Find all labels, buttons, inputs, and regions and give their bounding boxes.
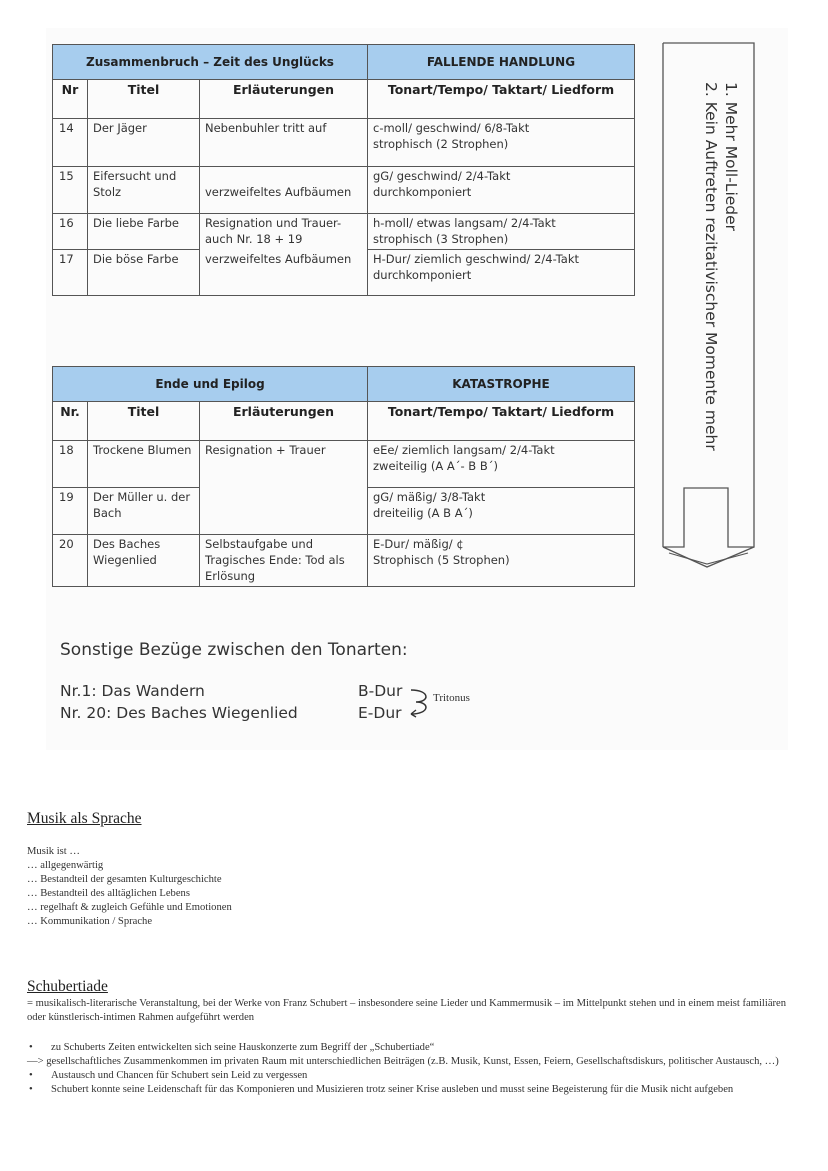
sonstige-title: Sonstige Bezüge zwischen den Tonarten: — [60, 640, 408, 660]
col-erlaeuterungen: Erläuterungen — [200, 402, 368, 441]
col-titel: Titel — [88, 402, 200, 441]
section-title: Zusammenbruch – Zeit des Unglücks — [53, 45, 368, 80]
col-nr: Nr — [53, 80, 88, 119]
sonstige-row: Nr.1: Das Wandern — [60, 682, 205, 700]
table-row: 18 Trockene Blumen Resignation + Trauer eEe/ ziemlich langsam/ 2/4-Takt zweiteilig (A A´- B B´) — [53, 441, 635, 488]
list-item: … Kommunikation / Sprache — [27, 916, 153, 927]
list-item: … Bestandteil der gesamten Kulturgeschichte — [27, 874, 222, 885]
arrow-label: 1. Mehr Moll-Lieder 2. Kein Auftreten rezitativischer Momente mehr — [702, 82, 740, 451]
list-item: • Schubert konnte seine Leidenschaft für das Komponieren und Musizieren trotz seiner Krise ausleben und musst seine Begeisterung für die Musik nicht aufgeben — [29, 1084, 734, 1095]
table-katastrophe — [52, 366, 635, 587]
musik-heading: Musik als Sprache — [27, 810, 142, 827]
list-item: … allgegenwärtig — [27, 860, 104, 871]
key-label: E-Dur — [358, 704, 402, 722]
list-item: … regelhaft & zugleich Gefühle und Emotionen — [27, 902, 232, 913]
col-nr: Nr. — [53, 402, 88, 441]
list-item: • zu Schuberts Zeiten entwickelten sich seine Hauskonzerte zum Begriff der „Schubertiade“ — [29, 1042, 435, 1053]
musik-list: Musik ist … … allgegenwärtig … Bestandteil der gesamten Kulturgeschichte … Bestandteil des alltäglichen Lebens … regelhaft & zugleich Gefühle und Emotionen … Kommunikation / Sprache — [27, 846, 232, 927]
table-row: 16 Die liebe Farbe Resignation und Trauer- auch Nr. 18 + 19 h-moll/ etwas langsam/ 2/4-Takt strophisch (3 Strophen) — [53, 214, 635, 250]
tritonus-label: Tritonus — [433, 692, 470, 704]
table-row: 20 Des Baches Wiegenlied Selbstaufgabe und Tragisches Ende: Tod als Erlösung E-Dur/ mäßig/ ¢ Strophisch (5 Strophen) — [53, 535, 635, 587]
schubertiade-heading: Schubertiade — [27, 978, 108, 995]
bracket-arrow-icon — [408, 686, 432, 718]
table-row: 17 Die böse Farbe verzweifeltes Aufbäumen H-Dur/ ziemlich geschwind/ 2/4-Takt durchkomponiert — [53, 250, 635, 296]
list-item: … Bestandteil des alltäglichen Lebens — [27, 888, 190, 899]
list-item: • Austausch und Chancen für Schubert sein Leid zu vergessen — [29, 1070, 308, 1081]
phase-title: FALLENDE HANDLUNG — [368, 45, 635, 80]
col-titel: Titel — [88, 80, 200, 119]
table-row: 19 Der Müller u. der Bach gG/ mäßig/ 3/8-Takt dreiteilig (A B A´) — [53, 488, 635, 535]
schubertiade-definition: = musikalisch-literarische Veranstaltung, bei der Werke von Franz Schubert – insbesondere seine Lieder und Kammermusik – im Mittelpunkt stehen und in einem meist familiären oder künstlerisch-intimen Rahmen aufgeführt werden — [27, 998, 787, 1023]
section-title: Ende und Epilog — [53, 367, 368, 402]
table-fallende-handlung — [52, 44, 635, 296]
key-label: B-Dur — [358, 682, 403, 700]
col-tonart: Tonart/Tempo/ Taktart/ Liedform — [368, 80, 635, 119]
schubertiade-list — [27, 1041, 797, 1097]
col-erlaeuterungen: Erläuterungen — [200, 80, 368, 119]
phase-title: KATASTROPHE — [368, 367, 635, 402]
arrow-line: —> gesellschaftliches Zusammenkommen im privaten Raum mit unterschiedlichen Beiträgen (z.B. Musik, Kunst, Essen, Feiern, Gesellschaftsdiskurs, politischer Austausch, …) — [27, 1056, 779, 1067]
table-row: 15 Eifersucht und Stolz verzweifeltes Aufbäumen gG/ geschwind/ 2/4-Takt durchkomponiert — [53, 167, 635, 214]
col-tonart: Tonart/Tempo/ Taktart/ Liedform — [368, 402, 635, 441]
sonstige-row: Nr. 20: Des Baches Wiegenlied — [60, 704, 298, 722]
table-row: 14 Der Jäger Nebenbuhler tritt auf c-moll/ geschwind/ 6/8-Takt strophisch (2 Strophen) — [53, 119, 635, 167]
